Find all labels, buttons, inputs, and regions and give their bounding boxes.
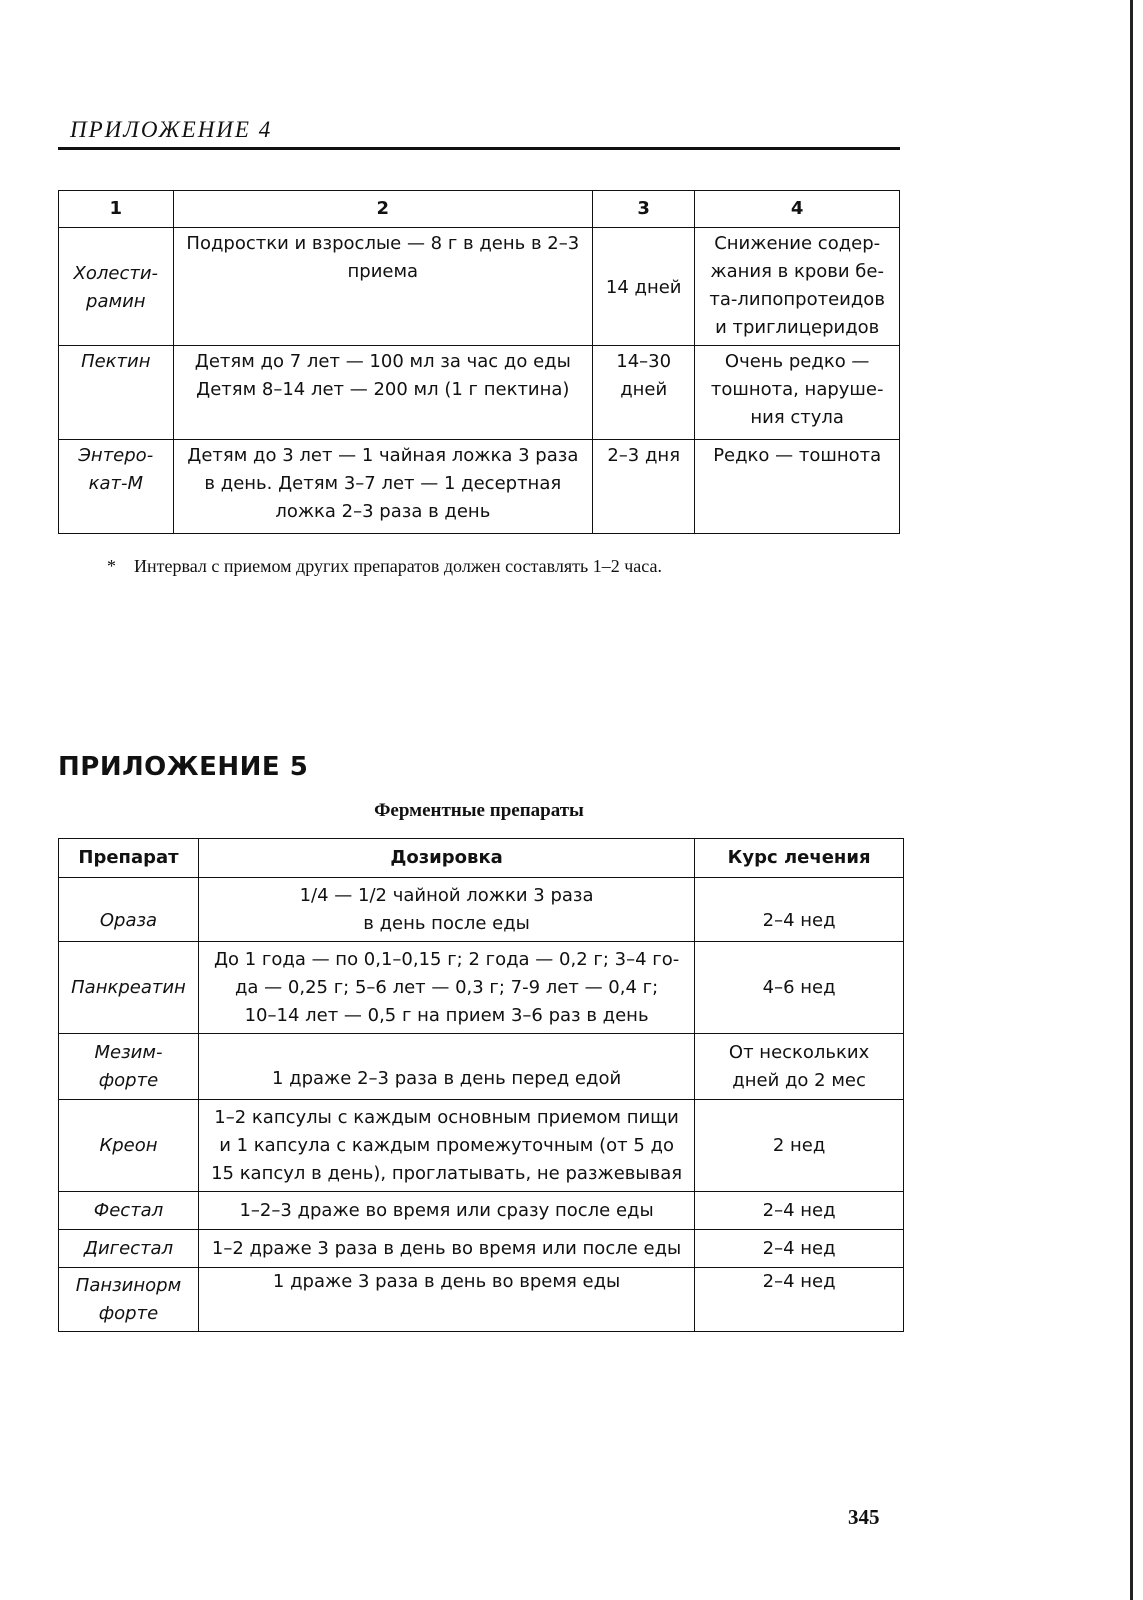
cell-line: 1 драже 3 раза в день во время еды: [272, 1271, 621, 1292]
cell-line: 2–3 дня: [607, 445, 681, 466]
cell-line: Детям до 7 лет — 100 мл за час до еды: [194, 351, 571, 372]
course-cell: [593, 346, 695, 440]
cell-line: в день. Детям 3–7 лет — 1 десертная: [204, 473, 562, 494]
cell-line: Панкреатин: [71, 976, 186, 998]
course-cell: [695, 942, 904, 1034]
cell-line: До 1 года — по 0,1–0,15 г; 2 года — 0,2 г; 3–4 го-: [213, 948, 680, 970]
drug-name-cell: [59, 1192, 199, 1230]
column-header: 1: [59, 191, 174, 228]
footnote-mark: *: [107, 556, 116, 576]
column-header: 4: [695, 191, 900, 228]
cell-line: 2–4 нед: [762, 1237, 836, 1259]
effect-cell: [695, 346, 900, 440]
drug-name-cell: [59, 942, 199, 1034]
cell-line: дней: [620, 379, 668, 400]
table-row: [59, 942, 904, 1034]
column-header: 2: [173, 191, 592, 228]
course-cell: [695, 1034, 904, 1100]
dose-cell: [198, 1034, 694, 1100]
column-header: Дозировка: [198, 839, 694, 878]
table-row: [59, 1230, 904, 1268]
cell-line: форте: [98, 1302, 159, 1324]
cell-line: 14–30: [616, 351, 672, 372]
table-row: [59, 440, 900, 534]
table-header-row: [59, 191, 900, 228]
cell-line: 4–6 нед: [762, 976, 836, 998]
dose-cell: [198, 942, 694, 1034]
dose-cell: [198, 878, 694, 942]
cell-line: в день после еды: [363, 912, 530, 934]
cell-line: и триглицеридов: [715, 317, 880, 338]
cell-line: 1–2 драже 3 раза в день во время или после еды: [211, 1237, 682, 1259]
running-head: ПРИЛОЖЕНИЕ 4: [70, 117, 273, 142]
cell-line: да — 0,25 г; 5–6 лет — 0,3 г; 7-9 лет — 0,4 г;: [234, 976, 659, 998]
table-row: [59, 1034, 904, 1100]
column-header: Курс лечения: [695, 839, 904, 878]
course-cell: [593, 440, 695, 534]
cell-line: Фестал: [93, 1199, 164, 1221]
dose-cell: [173, 440, 592, 534]
column-header: 3: [593, 191, 695, 228]
dose-cell: [198, 1100, 694, 1192]
dose-cell: [173, 228, 592, 346]
table-row: [59, 228, 900, 346]
cell-line: ния стула: [750, 407, 844, 428]
column-header: Препарат: [59, 839, 199, 878]
cell-line: Детям 8–14 лет — 200 мл (1 г пектина): [196, 379, 570, 400]
cell-line: Детям до 3 лет — 1 чайная ложка 3 раза: [187, 445, 579, 466]
drug-name-cell: [59, 1230, 199, 1268]
table-row: [59, 878, 904, 942]
page-edge-line: [1130, 0, 1133, 1600]
cell-line: 2–4 нед: [762, 1271, 836, 1292]
table-header-row: [59, 839, 904, 878]
cell-line: Холести-: [73, 262, 159, 284]
course-cell: [695, 878, 904, 942]
cell-line: та-липопротеидов: [709, 289, 885, 310]
footnote: [107, 556, 662, 577]
cell-line: Редко — тошнота: [713, 445, 882, 466]
table-row: [59, 346, 900, 440]
cell-line: 2 нед: [772, 1134, 826, 1156]
cell-line: кат-М: [88, 473, 143, 494]
cell-line: Снижение содер-: [714, 233, 881, 254]
table-row: [59, 1100, 904, 1192]
course-cell: [695, 1192, 904, 1230]
cell-line: и 1 капсула с каждым промежуточным (от 5 до: [219, 1134, 674, 1156]
cell-line: Ораза: [99, 910, 158, 931]
cell-line: форте: [98, 1069, 159, 1091]
cell-line: 1 драже 2–3 раза в день перед едой: [271, 1068, 622, 1089]
drug-name-cell: [59, 1268, 199, 1332]
drug-name-cell: [59, 1100, 199, 1192]
appendix4-table: [58, 190, 900, 534]
cell-line: 2–4 нед: [762, 1199, 836, 1221]
page-number: 345: [848, 1505, 880, 1529]
effect-cell: [695, 228, 900, 346]
cell-line: тошнота, наруше-: [710, 379, 884, 400]
cell-line: 10–14 лет — 0,5 г на прием 3–6 раз в день: [244, 1004, 649, 1026]
cell-line: ложка 2–3 раза в день: [275, 501, 491, 522]
cell-line: Подростки и взрослые — 8 г в день в 2–3: [186, 233, 580, 254]
cell-line: дней до 2 мес: [732, 1069, 866, 1091]
table5-caption: Ферментные препараты: [374, 800, 584, 821]
drug-name-cell: [59, 228, 174, 346]
cell-line: 1–2 капсулы с каждым основным приемом пищи: [214, 1106, 679, 1128]
course-cell: [695, 1268, 904, 1332]
table-row: [59, 1192, 904, 1230]
cell-line: 14 дней: [605, 276, 682, 298]
drug-name-cell: [59, 440, 174, 534]
drug-name-cell: [59, 878, 199, 942]
drug-name-cell: [59, 346, 174, 440]
cell-line: Панзинорм: [75, 1274, 182, 1296]
cell-line: Креон: [99, 1134, 158, 1156]
header-rule: [58, 147, 900, 150]
cell-line: 1/4 — 1/2 чайной ложки 3 раза: [299, 884, 594, 906]
course-cell: [695, 1230, 904, 1268]
appendix5-title: ПРИЛОЖЕНИЕ 5: [58, 752, 309, 782]
table-row: [59, 1268, 904, 1332]
cell-line: Очень редко —: [724, 351, 870, 372]
cell-line: Мезим-: [94, 1041, 163, 1063]
cell-line: приема: [347, 261, 419, 282]
cell-line: рамин: [86, 290, 146, 312]
drug-name-cell: [59, 1034, 199, 1100]
cell-line: Энтеро-: [78, 445, 154, 466]
cell-line: От нескольких: [728, 1041, 870, 1063]
course-cell: [593, 228, 695, 346]
course-cell: [695, 1100, 904, 1192]
enzyme-preparations-table: [58, 838, 904, 1332]
cell-line: 1–2–3 драже во время или сразу после еды: [239, 1199, 654, 1221]
cell-line: 15 капсул в день), проглатывать, не разжевывая: [211, 1162, 683, 1184]
dose-cell: [198, 1268, 694, 1332]
dose-cell: [198, 1230, 694, 1268]
effect-cell: [695, 440, 900, 534]
footnote-text: Интервал с приемом других препаратов должен составлять 1–2 часа.: [134, 556, 662, 576]
dose-cell: [198, 1192, 694, 1230]
dose-cell: [173, 346, 592, 440]
cell-line: Пектин: [81, 351, 151, 372]
cell-line: Дигестал: [83, 1237, 174, 1259]
cell-line: жания в крови бе-: [710, 261, 884, 282]
cell-line: 2–4 нед: [762, 910, 836, 931]
